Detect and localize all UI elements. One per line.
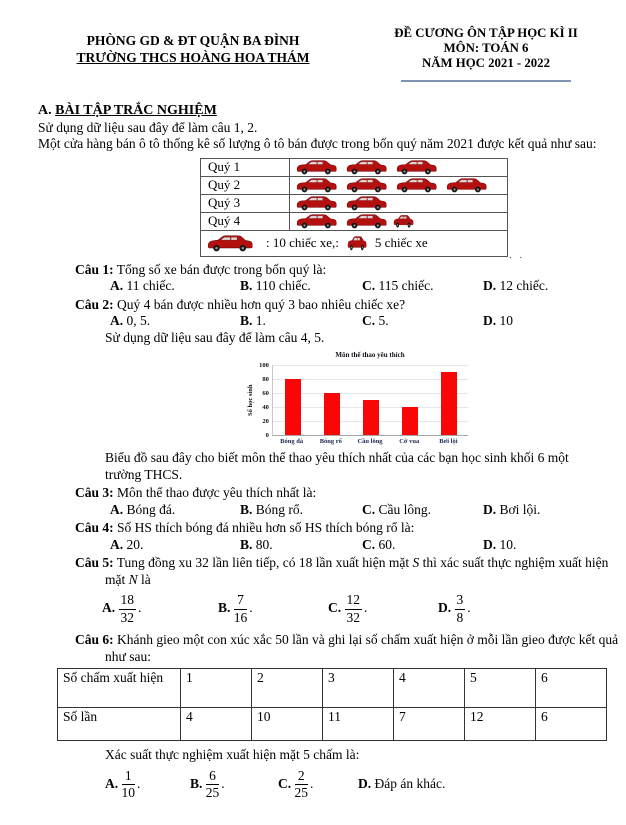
big-car-legend-icon [206,234,254,252]
x-axis-category-label: Cờ vua [399,438,420,445]
question-2-text: Quý 4 bán được nhiều hơn quý 3 bao nhiêu chiếc xe? [117,296,406,312]
question-5-text-3: là [137,571,151,587]
pictogram-rows [201,159,507,231]
y-axis-tick: 60 [262,389,269,397]
dice-frequency-table [57,668,607,741]
pictogram-row [201,195,507,213]
question-6-label: Câu 6: [75,632,114,647]
quarter-label: Quý 2 [201,177,290,194]
legend-big-text: : 10 chiếc xe,: [266,234,339,250]
pictogram-row [201,213,507,231]
car-count-cell [290,213,507,229]
question-5-text-2: thì xác suất thực nghiệm xuất hiện mặt [105,555,609,587]
chart-bar [324,393,340,435]
intro-line-2: Một cửa hàng bán ô tô thống kê số lượng ô tô bán được trong bốn quý năm 2021 được kết quả như sau: [38,136,597,151]
answer-option-C: C. 115 chiếc. [362,278,434,293]
exam-title-block [360,26,612,82]
answer-option-D: D. 10. [483,536,517,552]
y-axis-tick: 40 [262,403,269,411]
pictogram-row [201,159,507,177]
answer-option-C: C. $\frac{12}{32}$ . [328,592,368,625]
answer-option-B: B. $\frac{7}{16}$ . [218,592,253,625]
car-icon [293,159,340,175]
car-icon [343,195,390,211]
question-2 [75,297,626,314]
section-title: BÀI TẬP TRẮC NGHIỆM [55,103,217,118]
answer-option-A: A. $\frac{18}{32}$ . [102,592,142,625]
car-icon [443,177,490,193]
answer-option-D: D. Bơi lội. [483,501,541,517]
answer-option-C: C. $\frac{2}{25}$ . [278,767,314,800]
answer-option-D: D. $\frac{3}{8}$ . [438,592,471,625]
dice-face-cell: 2 [252,669,323,708]
question-5-text-1: Tung đồng xu 32 lần liên tiếp, có 18 lần xuất hiện mặt [116,555,413,570]
school-name: TRƯỜNG THCS HOÀNG HOA THÁM [76,50,310,65]
quarter-label: Quý 3 [201,195,290,212]
car-icon [293,213,340,229]
x-axis-category-label: Bóng rổ [319,438,342,445]
question-2-options [110,313,626,330]
dice-count-cell: 7 [394,708,465,741]
use-data-note: Sử dụng dữ liệu sau đây để làm câu 4, 5. [105,329,325,345]
table-row [58,708,607,741]
y-axis-tick: 20 [262,417,269,425]
car-count-cell [290,177,507,193]
x-axis-category-label: Bơi lội [439,438,458,445]
question-4 [75,520,626,537]
answer-option-C: C. 5. [362,313,389,328]
dice-face-cell: 3 [323,669,394,708]
answer-option-D: D. 10 [483,313,513,328]
question-2-label: Câu 2: [75,296,114,312]
table-row-header: Số chấm xuất hiện [58,669,181,708]
car-icon [393,177,440,193]
question-5-label: Câu 5: [75,555,114,570]
question-5 [75,555,626,588]
y-axis-tick: 80 [262,375,269,383]
answer-option-A: A. 0, 5. [110,313,151,328]
question-3-label: Câu 3: [75,485,114,500]
chart-bar [441,372,457,435]
car-icon [206,234,254,252]
question-3-options [110,502,626,519]
question-4-text: Số HS thích bóng đá nhiều hơn số HS thích bóng rổ là: [117,520,415,535]
car-icon [393,159,440,175]
chart-y-ticks [256,361,272,439]
answer-option-C: C. 60. [362,536,396,552]
dice-count-cell: 4 [181,708,252,741]
dice-face-cell: 6 [536,669,607,708]
question-1-label: Câu 1: [75,261,114,277]
intro-line-1: Sử dụng dữ liệu sau đây để làm câu 1, 2. [38,119,258,135]
car-icon [347,235,367,251]
answer-option-A: A. Bóng đá. [110,501,176,517]
car-icon [343,177,390,193]
question-3 [75,485,626,502]
dice-face-cell: 4 [394,669,465,708]
chart-y-axis-label: Số học sinh [247,384,254,416]
car-pictogram-table [200,158,525,260]
table-row-header: Số lần [58,708,181,741]
answer-option-A: A. 20. [110,536,144,552]
dice-count-cell: 12 [465,708,536,741]
exam-year: NĂM HỌC 2021 - 2022 [422,56,550,70]
question-6 [75,632,626,665]
car-icon [393,214,414,228]
chart-bar [363,400,379,435]
quarter-label: Quý 4 [201,213,290,230]
question-5-options [102,588,626,630]
question-6-options [105,764,626,806]
question-1-text: Tổng số xe bán được trong bốn quý là: [116,261,327,277]
section-prefix: A. [38,103,52,118]
question-1-options [110,278,626,295]
pictogram-row [201,177,507,195]
question-6-text: Khánh gieo một con xúc xắc 50 lần và ghi lại số chấm xuất hiện ở mỗi lần gieo được kết quả như sau: [105,632,619,664]
quarter-label: Quý 1 [201,159,290,176]
question-1 [75,262,626,279]
car-icon [293,177,340,193]
car-icon [293,195,340,211]
pictogram-legend [201,231,507,256]
x-axis-category-label: Bóng đá [280,438,304,445]
favorite-sport-bar-chart [246,351,468,446]
answer-option-C: C. Cầu lông. [362,501,431,517]
exam-title: ĐỀ CƯƠNG ÔN TẬP HỌC KÌ II [394,26,578,40]
coin-side-s: S [412,555,420,570]
x-axis-category-label: Cầu lông [357,438,383,445]
document-header [0,26,626,82]
answer-option-B: B. 1. [240,313,266,328]
car-count-cell [290,159,507,175]
y-axis-tick: 100 [259,361,269,369]
answer-option-A: A. 11 chiếc. [110,278,175,293]
question-6-subtext: Xác suất thực nghiệm xuất hiện mặt 5 chấm là: [105,747,360,762]
small-car-legend-icon [347,235,367,251]
car-count-cell [290,195,507,211]
school-header [28,32,358,82]
header-rule [401,80,571,82]
chart-bar [285,379,301,435]
answer-option-D: D. Đáp án khác. [358,776,446,792]
answer-option-B: B. 110 chiếc. [240,278,311,293]
answer-option-B: B. Bóng rổ. [240,501,304,517]
dice-face-cell: 5 [465,669,536,708]
section-a-heading [38,103,626,120]
department-name: PHÒNG GD & ĐT QUẬN BA ĐÌNH [86,33,300,48]
chart-plot-area [272,365,468,436]
question-4-label: Câu 4: [75,520,114,535]
answer-option-D: D. 12 chiếc. [483,278,549,293]
chart-x-labels [272,438,468,446]
table-row [58,669,607,708]
chart-caption: Biểu đồ sau đây cho biết môn thể thao yêu thích nhất của các bạn học sinh khối 6 một trường THCS. [105,450,569,482]
question-4-options [110,537,626,554]
car-icon [343,213,390,229]
scan-artifact-marks: . . [509,250,525,260]
dice-face-cell: 1 [181,669,252,708]
answer-option-B: B. $\frac{6}{25}$ . [190,767,225,800]
dice-count-cell: 10 [252,708,323,741]
chart-title: Môn thể thao yêu thích [335,351,405,359]
chart-bar [402,407,418,435]
chart-body [246,361,468,439]
car-icon [343,159,390,175]
y-axis-tick: 0 [265,431,269,439]
coin-side-n: N [128,571,138,587]
answer-option-B: B. 80. [240,536,273,552]
dice-count-cell: 6 [536,708,607,741]
question-3-text: Môn thể thao được yêu thích nhất là: [117,485,317,500]
dice-count-cell: 11 [323,708,394,741]
legend-small-text: 5 chiếc xe [374,234,428,250]
answer-option-A: A. $\frac{1}{10}$ . [105,767,141,800]
exam-subject: MÔN: TOÁN 6 [443,41,529,55]
